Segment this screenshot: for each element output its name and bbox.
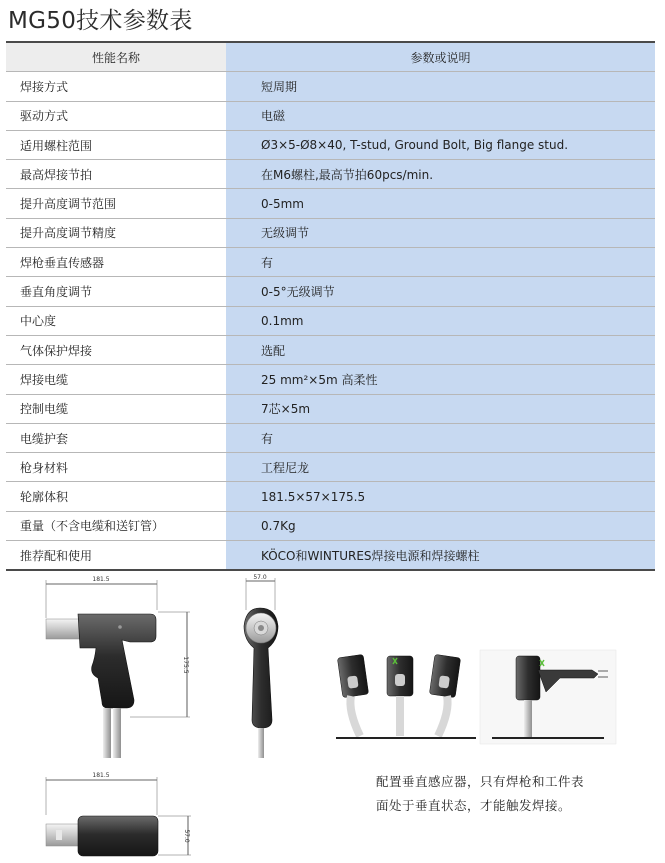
note-line-1: 配置垂直感应器，只有焊枪和工件表 xyxy=(376,774,585,789)
front-width-dim: 57.0 xyxy=(253,574,267,581)
spec-value-cell: 0.1mm xyxy=(226,306,655,335)
spec-value-cell: 有 xyxy=(226,248,655,277)
table-row xyxy=(6,189,655,218)
table-row xyxy=(6,365,655,394)
spec-name-cell: 提升高度调节精度 xyxy=(6,218,226,247)
spec-name-cell: 最高焊接节拍 xyxy=(6,160,226,189)
table-row xyxy=(6,72,655,101)
spec-name-cell: 适用螺柱范围 xyxy=(6,130,226,159)
bottom-height-dim: 57.0 xyxy=(183,829,190,843)
spec-name-cell: 焊接方式 xyxy=(6,72,226,101)
spec-value-cell: 电磁 xyxy=(226,101,655,130)
spec-value-cell: 25 mm²×5m 高柔性 xyxy=(226,365,655,394)
table-row xyxy=(6,306,655,335)
spec-value-cell: 7芯×5m xyxy=(226,394,655,423)
note-line-2: 面处于垂直状态，才能触发焊接。 xyxy=(376,798,572,813)
table-row xyxy=(6,453,655,482)
table-row xyxy=(6,218,655,247)
table-row xyxy=(6,423,655,452)
table-row xyxy=(6,541,655,571)
spec-value-cell: 工程尼龙 xyxy=(226,453,655,482)
spec-name-cell: 焊枪垂直传感器 xyxy=(6,248,226,277)
spec-name-cell: 轮廓体积 xyxy=(6,482,226,511)
spec-name-cell: 驱动方式 xyxy=(6,101,226,130)
spec-name-cell: 气体保护焊接 xyxy=(6,335,226,364)
table-row xyxy=(6,130,655,159)
bottom-width-dim: 181.5 xyxy=(92,772,110,779)
spec-value-cell: 0-5°无级调节 xyxy=(226,277,655,306)
bottom-view-drawing xyxy=(46,772,191,856)
spec-value-cell: KÖCO和WINTURES焊接电源和焊接螺柱 xyxy=(226,541,655,571)
side-view-drawing xyxy=(46,576,190,758)
page-title: MG50技术参数表 xyxy=(8,8,193,34)
spec-value-cell: 选配 xyxy=(226,335,655,364)
table-row xyxy=(6,160,655,189)
spec-name-cell: 枪身材料 xyxy=(6,453,226,482)
spec-name-cell: 中心度 xyxy=(6,306,226,335)
spec-value-cell: 在M6螺柱,最高节拍60pcs/min. xyxy=(226,160,655,189)
spec-name-cell: 焊接电缆 xyxy=(6,365,226,394)
table-row xyxy=(6,335,655,364)
header-name: 性能名称 xyxy=(6,42,226,72)
spec-value-cell: 181.5×57×175.5 xyxy=(226,482,655,511)
spec-name-cell: 提升高度调节范围 xyxy=(6,189,226,218)
spec-value-cell: 0-5mm xyxy=(226,189,655,218)
spec-table xyxy=(6,41,655,571)
spec-name-cell: 电缆护套 xyxy=(6,423,226,452)
table-row xyxy=(6,277,655,306)
table-row xyxy=(6,511,655,540)
table-row xyxy=(6,248,655,277)
header-value: 参数或说明 xyxy=(226,42,655,72)
spec-value-cell: Ø3×5-Ø8×40, T-stud, Ground Bolt, Big flange stud. xyxy=(226,130,655,159)
spec-name-cell: 推荐配和使用 xyxy=(6,541,226,571)
spec-value-cell: 0.7Kg xyxy=(226,511,655,540)
spec-value-cell: 短周期 xyxy=(226,72,655,101)
table-row xyxy=(6,101,655,130)
vertical-sensor-side-illustration xyxy=(480,650,616,744)
table-row xyxy=(6,482,655,511)
table-row xyxy=(6,394,655,423)
side-height-dim: 175.5 xyxy=(182,656,189,674)
spec-name-cell: 垂直角度调节 xyxy=(6,277,226,306)
vertical-sensor-illustration xyxy=(334,650,478,744)
spec-value-cell: 有 xyxy=(226,423,655,452)
spec-value-cell: 无级调节 xyxy=(226,218,655,247)
side-width-dim: 181.5 xyxy=(92,576,110,583)
table-header-row xyxy=(6,42,655,72)
front-view-drawing xyxy=(244,574,278,758)
spec-name-cell: 控制电缆 xyxy=(6,394,226,423)
spec-name-cell: 重量（不含电缆和送钉管） xyxy=(6,511,226,540)
technical-drawings xyxy=(0,570,665,863)
